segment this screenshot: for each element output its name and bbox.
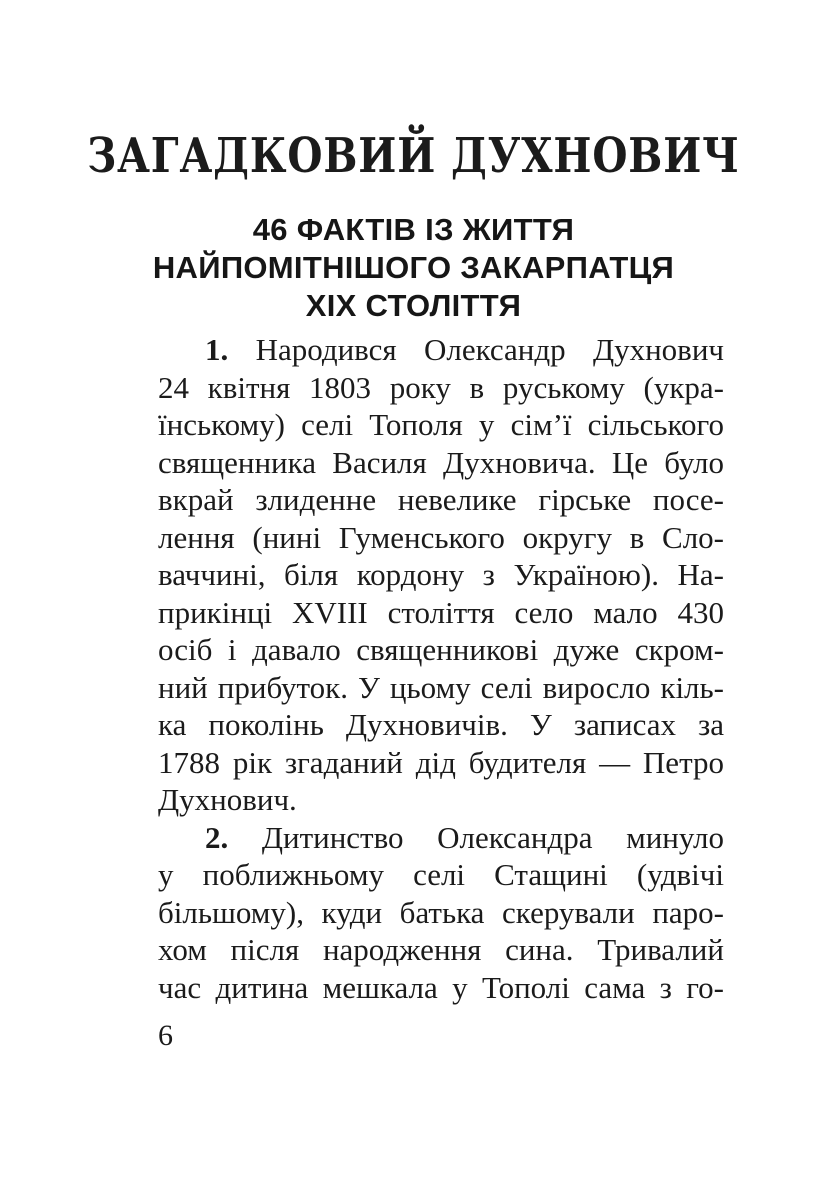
paragraph-line: їнському) селі Тополя у сім’ї сільського	[158, 407, 724, 442]
paragraph-line: 24 квітня 1803 року в руському (укра-	[158, 369, 724, 405]
subtitle-line-3: XIX СТОЛІТТЯ	[305, 288, 522, 323]
paragraph-line: вкрай злиденне невелике гірське посе-	[158, 482, 724, 517]
paragraph-number: 1.	[205, 332, 229, 367]
paragraph-line: священника Василя Духновича. Це було	[158, 444, 724, 480]
paragraph-text: Народився Олександр Духнович	[255, 332, 724, 367]
paragraph-text: Дитинство Олександра минуло	[261, 819, 724, 855]
paragraph-line: ний прибуток. У цьому селі виросло кіль-	[158, 669, 724, 705]
paragraph-number: 2.	[205, 819, 229, 855]
paragraph-line: ваччині, біля кордону з Україною). На-	[158, 557, 724, 592]
chapter-subtitle	[0, 211, 827, 325]
subtitle-line-1: 46 ФАКТІВ ІЗ ЖИТТЯ	[252, 212, 575, 247]
page-number: 6	[158, 1019, 173, 1052]
paragraph-1-first-line	[158, 331, 724, 369]
paragraph-2-first-line	[158, 819, 724, 857]
paragraph-line: лення (нині Гуменського округу в Сло-	[158, 519, 724, 555]
paragraph-line: хом після народження сина. Тривалий	[158, 932, 724, 967]
chapter-title: ЗАГАДКОВИЙ ДУХНОВИЧ	[87, 128, 740, 184]
paragraph-line: осіб і давало священникові дуже скром-	[158, 632, 724, 667]
paragraph-line: час дитина мешкала у Тополі сама з го-	[158, 969, 724, 1005]
subtitle-line-2: НАЙПОМІТНІШОГО ЗАКАРПАТЦЯ	[152, 250, 675, 285]
paragraph-line: більшому), куди батька скерували паро-	[158, 894, 724, 930]
body-text	[158, 331, 724, 1006]
paragraph-line: 1788 рік згаданий дід будителя — Петро	[158, 744, 724, 780]
paragraph-line: ка поколінь Духновичів. У записах за	[158, 707, 724, 742]
paragraph-last-line: Духнович.	[158, 782, 297, 817]
paragraph-line: прикінці XVIII століття село мало 430	[158, 594, 724, 630]
paragraph-line: у поближньому селі Стащині (удвічі	[158, 857, 724, 892]
